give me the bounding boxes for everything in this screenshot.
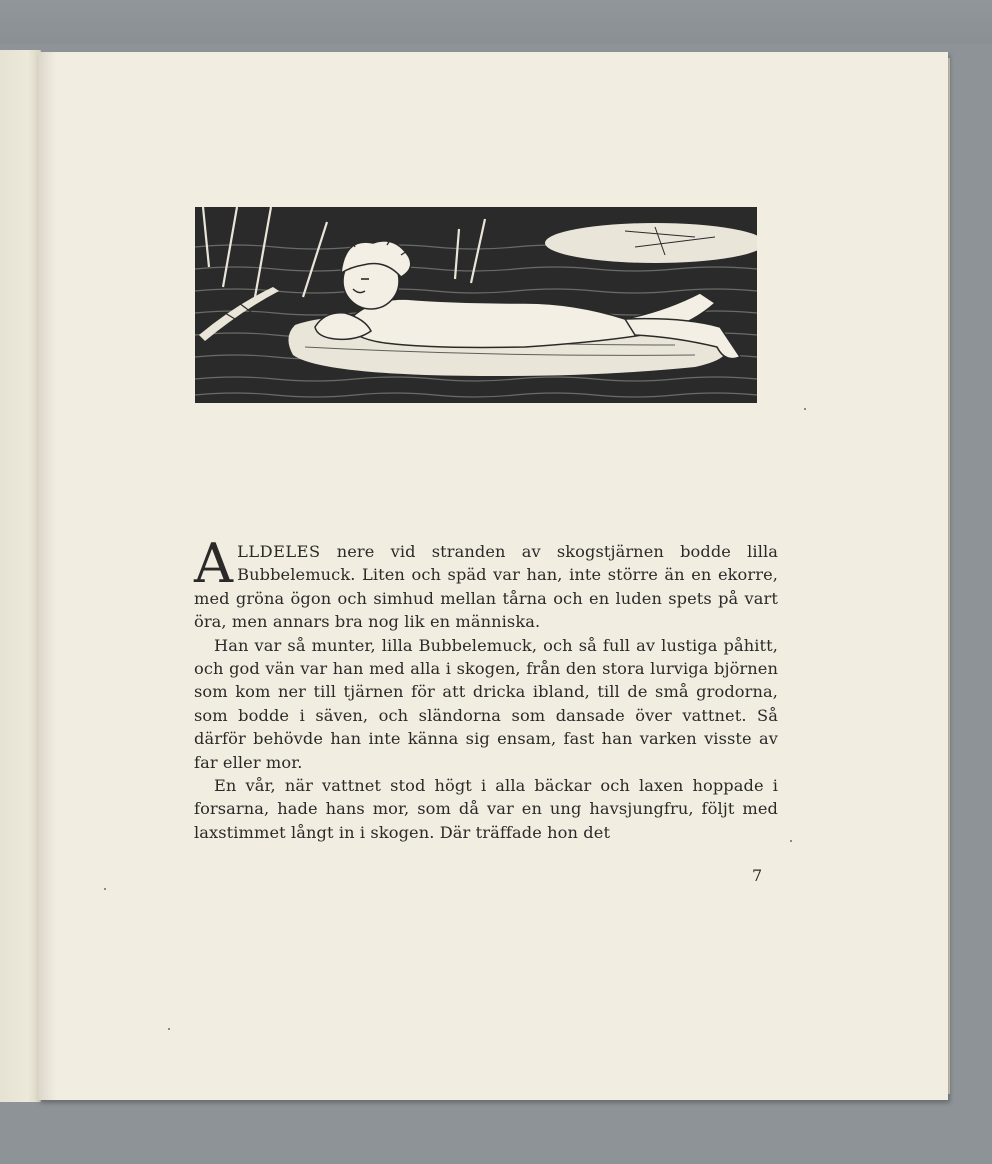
paper-speck: [168, 1028, 170, 1030]
paper-speck: [804, 408, 806, 410]
paragraph-1-text: nere vid stranden av skogstjärnen bodde lilla Bubbelemuck. Liten och späd var han, inte större än en ekorre, med gröna ögon och simhud mellan tårna och en luden spets på vart öra, men annars bra nog lik en människa.: [194, 542, 778, 632]
drop-cap: A: [194, 532, 234, 595]
paper-speck: [790, 840, 792, 842]
paragraph-2: Han var så munter, lilla Bubbelemuck, och så full av lustiga påhitt, och god vän var han med alla i skogen, från den stora lurviga björnen som kom ner till tjärnen för att dricka ibland, till de små grodorna, som bodde i säven, och sländorna som dansade över vattnet. Så därför behövde han inte känna sig ensam, fast han varken visste av far eller mor.: [194, 635, 778, 772]
woodcut-illustration: [195, 207, 757, 403]
page-number: 7: [752, 866, 763, 885]
left-page-edge: [0, 50, 41, 1102]
body-text: [194, 532, 778, 844]
lead-word: LLDELES: [237, 542, 321, 561]
paragraph-3: En vår, när vattnet stod högt i alla bäckar och laxen hoppade i forsarna, hade hans mor, som då var en ung havsjungfru, följt med laxstimmet långt in i skogen. Där träffade hon det: [194, 776, 778, 842]
paragraph-1: [194, 532, 778, 634]
background-top: [0, 0, 992, 44]
spine-shadow: [38, 52, 56, 1100]
paper-speck: [104, 888, 106, 890]
